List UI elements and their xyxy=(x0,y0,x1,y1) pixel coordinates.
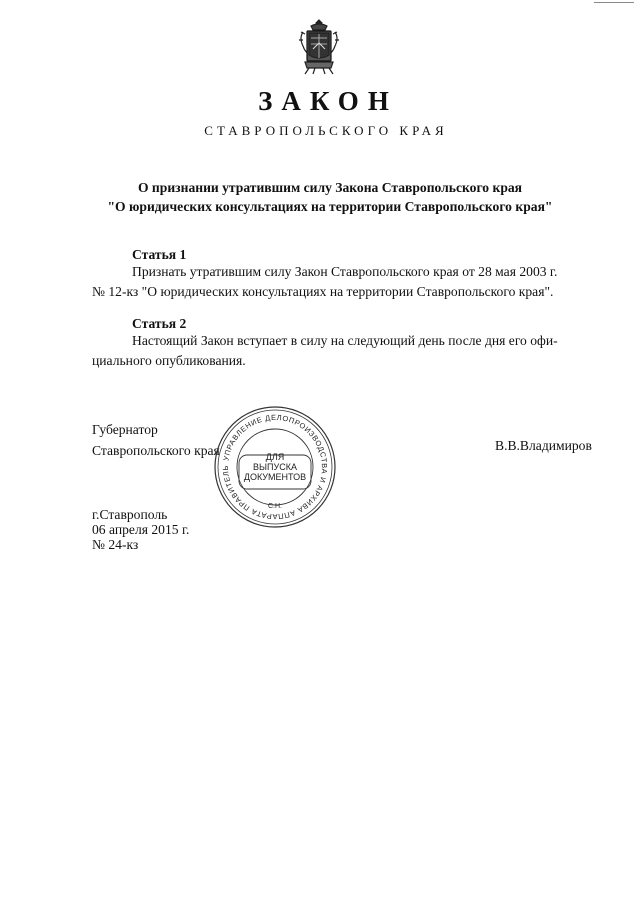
article-text-line: № 12-кз "О юридических консультациях на территории Ставропольского края". xyxy=(92,284,554,299)
city: г.Ставрополь xyxy=(92,507,168,522)
place-date-number xyxy=(92,507,189,552)
signer-position-line: Ставропольского края xyxy=(92,443,220,458)
law-title: ЗАКОН xyxy=(258,86,398,116)
article-2-body xyxy=(92,331,604,371)
official-stamp xyxy=(213,405,337,529)
article-1-title: Статья 1 xyxy=(132,247,187,262)
stamp-center-line: ДОКУМЕНТОВ xyxy=(243,472,307,482)
heading-line: "О юридических консультациях на территории Ставропольского края" xyxy=(107,199,553,214)
heading-line: О признании утратившим силу Закона Ставропольского края xyxy=(137,180,523,195)
article-1-body xyxy=(92,262,604,302)
law-region: СТАВРОПОЛЬСКОГО КРАЯ xyxy=(204,123,448,138)
article-text-line: Настоящий Закон вступает в силу на следующий день после дня его офи- xyxy=(132,333,558,348)
stamp-code: С.Н. xyxy=(268,503,282,510)
document-heading xyxy=(60,178,600,216)
article-2-title: Статья 2 xyxy=(132,316,187,331)
scan-corner-mark xyxy=(594,2,634,3)
coat-of-arms-icon xyxy=(297,18,341,76)
article-text-line: циального опубликования. xyxy=(92,353,246,368)
signer-position-line: Губернатор xyxy=(92,422,158,437)
stamp-center-text xyxy=(213,405,337,529)
stamp-ring-text: УПРАВЛЕНИЕ ДЕЛОПРОИЗВОДСТВА И АРХИВА АППАРАТА ПРАВИТЕЛЬ xyxy=(220,412,330,522)
article-text-line: Признать утратившим силу Закон Ставропольского края от 28 мая 2003 г. xyxy=(132,264,558,279)
date: 06 апреля 2015 г. xyxy=(92,522,190,537)
stamp-center-line: ВЫПУСКА xyxy=(253,462,297,472)
law-number: № 24-кз xyxy=(92,537,139,552)
stamp-center-line: ДЛЯ xyxy=(265,452,285,462)
signer-position xyxy=(92,419,220,461)
signer-name: В.В.Владимиров xyxy=(495,438,592,453)
